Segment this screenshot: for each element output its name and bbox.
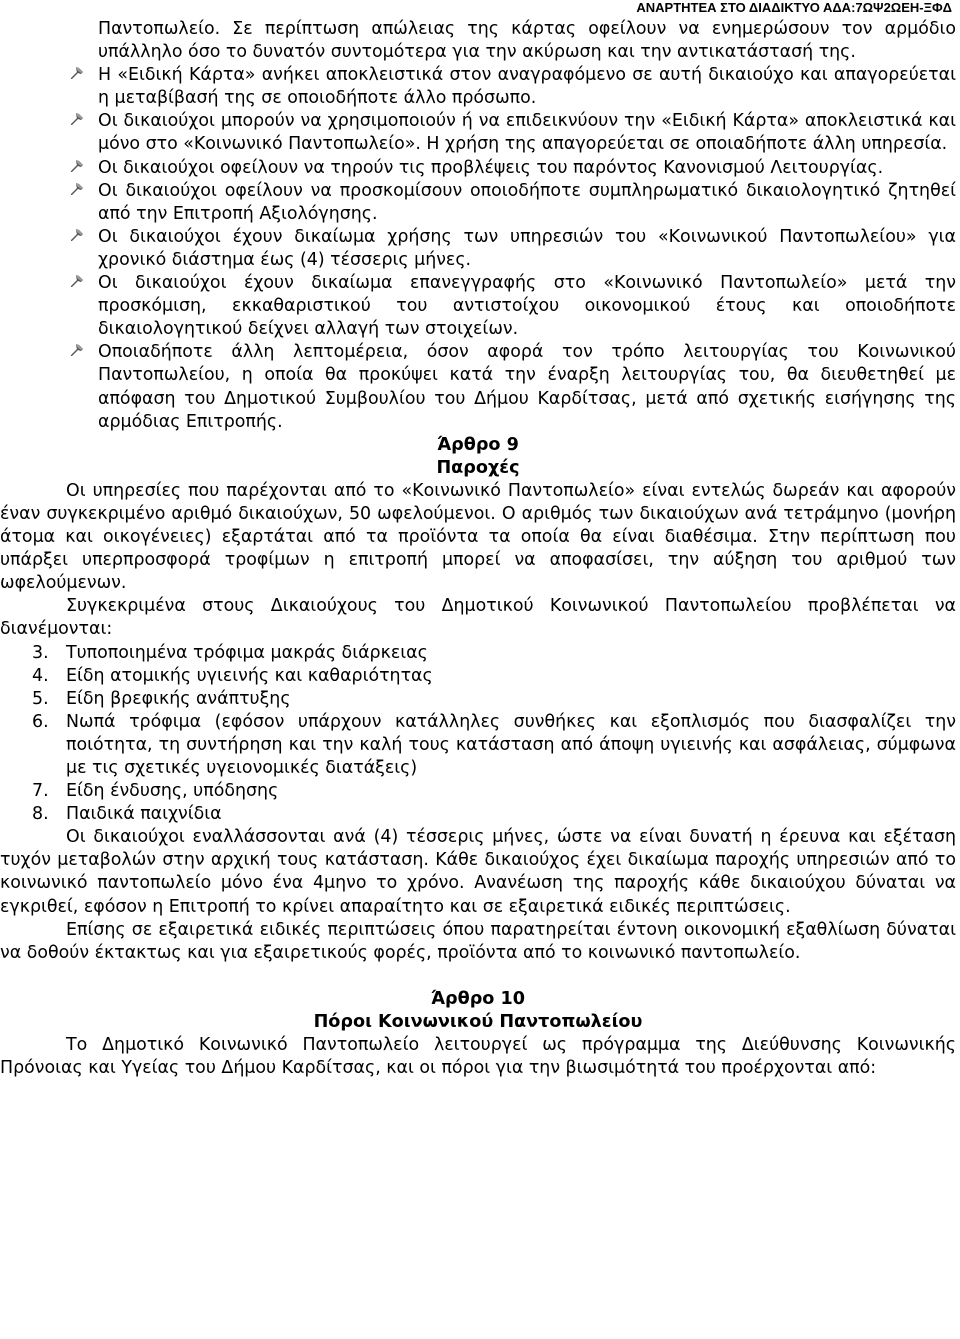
bullet-item bbox=[0, 180, 956, 226]
provisions-list bbox=[0, 642, 956, 827]
bullet-text: Οι δικαιούχοι οφείλουν να τηρούν τις προβλέψεις του παρόντος Κανονισμού Λειτουργίας. bbox=[98, 157, 884, 178]
provision-number: 5. bbox=[32, 688, 49, 709]
article-9-paragraph-2: Συγκεκριμένα στους Δικαιούχους του Δημοτικού Κοινωνικού Παντοπωλείου προβλέπεται να διανέμονται: bbox=[0, 596, 956, 640]
bullet-item bbox=[0, 157, 956, 180]
section-spacer bbox=[0, 965, 956, 988]
provision-item bbox=[0, 803, 956, 826]
bullet-text: Οποιαδήποτε άλλη λεπτομέρεια, όσον αφορά τον τρόπο λειτουργίας του Κοινωνικού Παντοπωλείου, η οποία θα προκύψει κατά την έναρξη λειτουργίας του, θα διευθετηθεί με απόφαση του Δημοτικού Συμβουλίου του Δήμου Καρδίτσας, μετά από σχετικής εισήγησης της αρμόδιας Επιτροπής. bbox=[98, 342, 956, 432]
provision-text: Τυποποιημένα τρόφιμα μακράς διάρκειας bbox=[66, 642, 428, 663]
article-10-title: Πόροι Κοινωνικού Παντοπωλείου bbox=[313, 1011, 643, 1032]
bullet-item bbox=[0, 226, 956, 272]
continuation-text: Παντοπωλείο. Σε περίπτωση απώλειας της κάρτας οφείλουν να ενημερώσουν τον αρμόδιο υπάλληλο όσο το δυνατόν συντομότερα για την ακύρωση και την αντικατάστασή της. bbox=[98, 19, 956, 63]
article-10-number: Άρθρο 10 bbox=[431, 988, 525, 1009]
bullet-item bbox=[0, 272, 956, 341]
bullet-text: Η «Ειδική Κάρτα» ανήκει αποκλειστικά στον αναγραφόμενο σε αυτή δικαιούχο και απαγορεύεται η μεταβίβασή της σε οποιοδήποτε άλλο πρόσωπο. bbox=[98, 65, 956, 109]
provision-number: 3. bbox=[32, 642, 49, 663]
provision-number: 4. bbox=[32, 665, 49, 686]
provision-number: 8. bbox=[32, 804, 49, 825]
pushpin-bullet-icon bbox=[70, 113, 84, 127]
provision-item bbox=[0, 780, 956, 803]
document-page bbox=[0, 18, 956, 1080]
provision-text: Είδη ατομικής υγιεινής και καθαριότητας bbox=[66, 665, 433, 686]
bullet-item bbox=[0, 64, 956, 110]
provision-number: 7. bbox=[32, 781, 49, 802]
pushpin-bullet-icon bbox=[70, 67, 84, 81]
article-9-title: Παροχές bbox=[436, 457, 520, 478]
provision-item bbox=[0, 642, 956, 665]
article-9-paragraph-1: Οι υπηρεσίες που παρέχονται από το «Κοινωνικό Παντοπωλείο» είναι εντελώς δωρεάν και αφορούν έναν συγκεκριμένο αριθμό δικαιούχων, 50 ωφελούμενοι. Ο αριθμός των δικαιούχων ανά τετράμηνο (μονήρη άτομα και οικογένειες) εξαρτάται από τα προϊόντα τα οποία θα είναι διαθέσιμα. Στην περίπτωση που υπάρξει υπερπροσφορά τροφίμων η επιτροπή μπορεί να αποφασίσει, την αύξηση του αριθμού των ωφελούμενων. bbox=[0, 480, 956, 594]
provision-text: Είδη βρεφικής ανάπτυξης bbox=[66, 688, 291, 709]
pushpin-bullet-icon bbox=[70, 344, 84, 358]
provision-item bbox=[0, 711, 956, 780]
pushpin-bullet-icon bbox=[70, 229, 84, 243]
posting-header: ΑΝΑΡΤΗΤΕΑ ΣΤΟ ΔΙΑΔΙΚΤΥΟ ΑΔΑ:7ΩΨ2ΩΕΗ-ΞΦΔ bbox=[636, 0, 952, 15]
bullet-list bbox=[0, 64, 956, 434]
provision-item bbox=[0, 688, 956, 711]
article-9-paragraph-4: Επίσης σε εξαιρετικά ειδικές περιπτώσεις όπου παρατηρείται έντονη οικονομική εξαθλίωση δύναται να δοθούν έκτακτως και για εξαιρετικούς φορές, προϊόντα από το κοινωνικό παντοπωλείο. bbox=[0, 919, 956, 963]
pushpin-bullet-icon bbox=[70, 275, 84, 289]
bullet-text: Οι δικαιούχοι έχουν δικαίωμα χρήσης των υπηρεσιών του «Κοινωνικού Παντοπωλείου» για χρονικό διάστημα έως (4) τέσσερις μήνες. bbox=[98, 226, 956, 270]
bullet-item bbox=[0, 341, 956, 433]
article-10-paragraph-1: Το Δημοτικό Κοινωνικό Παντοπωλείο λειτουργεί ως πρόγραμμα της Διεύθυνσης Κοινωνικής Πρόνοιας και Υγείας του Δήμου Καρδίτσας, και οι πόροι για την βιωσιμότητά του προέρχονται από: bbox=[0, 1035, 956, 1079]
article-9-paragraph-3: Οι δικαιούχοι εναλλάσσονται ανά (4) τέσσερις μήνες, ώστε να είναι δυνατή η έρευνα και εξέταση τυχόν μεταβολών στην αρχική τους κατάσταση. Κάθε δικαιούχος έχει δικαίωμα παροχής υπηρεσιών από το κοινωνικό παντοπωλείο μόνο ένα 4μηνο το χρόνο. Ανανέωση της παροχής κάθε δικαιούχου δύναται να εγκριθεί, εφόσον η Επιτροπή το κρίνει απαραίτητο και σε εξαιρετικά ειδικές περιπτώσεις. bbox=[0, 827, 956, 917]
article-9-number: Άρθρο 9 bbox=[437, 434, 519, 455]
bullet-text: Οι δικαιούχοι οφείλουν να προσκομίσουν οποιοδήποτε συμπληρωματικό δικαιολογητικό ζητηθεί από την Επιτροπή Αξιολόγησης. bbox=[98, 180, 956, 224]
provision-text: Είδη ένδυσης, υπόδησης bbox=[66, 781, 279, 802]
bullet-text: Οι δικαιούχοι μπορούν να χρησιμοποιούν ή να επιδεικνύουν την «Ειδική Κάρτα» αποκλειστικά και μόνο στο «Κοινωνικό Παντοπωλείο». Η χρήση της απαγορεύεται σε οποιαδήποτε άλλη υπηρεσία. bbox=[98, 111, 956, 155]
pushpin-bullet-icon bbox=[70, 160, 84, 174]
provision-number: 6. bbox=[32, 711, 49, 732]
continuation-paragraph bbox=[0, 18, 956, 64]
bullet-text: Οι δικαιούχοι έχουν δικαίωμα επανεγγραφής στο «Κοινωνικό Παντοπωλείο» μετά την προσκόμιση, εκκαθαριστικού του αντιστοίχου οικονομικού έτους και οποιοδήποτε δικαιολογητικού δείχνει αλλαγή των στοιχείων. bbox=[98, 273, 956, 340]
provision-text: Παιδικά παιχνίδια bbox=[66, 804, 222, 825]
provision-text: Νωπά τρόφιμα (εφόσον υπάρχουν κατάλληλες συνθήκες και εξοπλισμός που διασφαλίζει την ποιότητα, τη συντήρηση και την καλή τους κατάσταση από άποψη υγιεινής και ασφάλειας, σύμφωνα με τις σχετικές υγειονομικές διατάξεις) bbox=[66, 711, 956, 778]
bullet-item bbox=[0, 110, 956, 156]
pushpin-bullet-icon bbox=[70, 183, 84, 197]
provision-item bbox=[0, 665, 956, 688]
